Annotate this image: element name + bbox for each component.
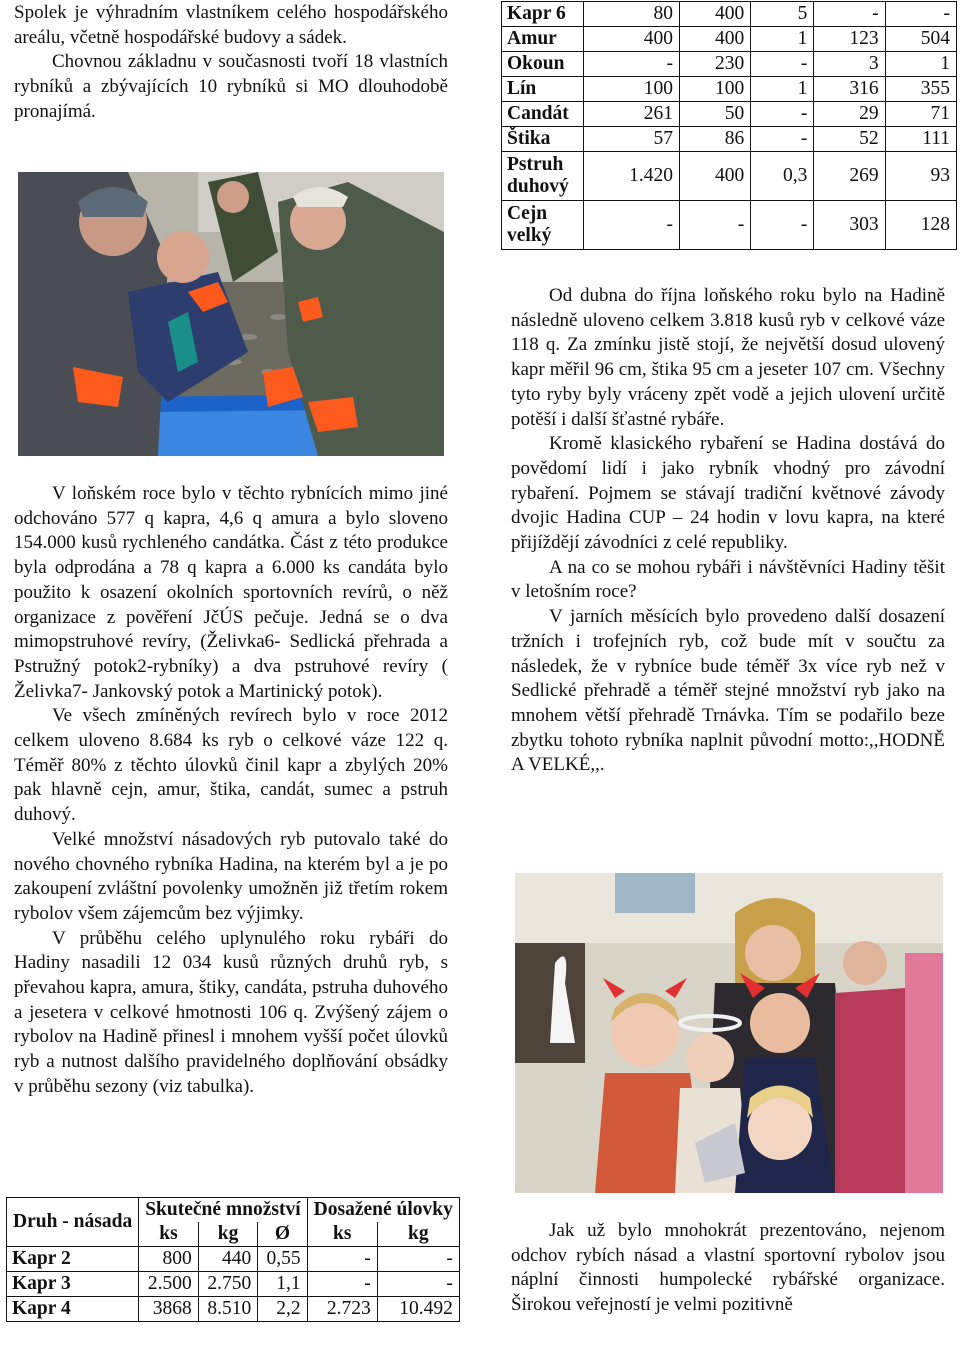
table-cell: 230 [679,52,750,77]
table-cell: 261 [584,102,680,127]
table-cell: 0,3 [751,152,814,201]
table-cell: 80 [584,2,680,27]
paragraph: Jak už bylo mnohokrát prezentováno, nejenom odchov rybích násad a vlastní sportovní rybolov jsou náplní činnosti humpolecké rybářské organizace. Širokou veřejností je velmi pozitivně [511,1220,945,1316]
table-cell: 1 [885,52,956,77]
table-cell: - [307,1247,377,1272]
table-cell: Amur [502,27,584,52]
table-cell: 400 [679,152,750,201]
table-row [7,1247,460,1272]
table-cell: 86 [679,127,750,152]
table-cell: 400 [584,27,680,52]
table-cell: 800 [139,1247,199,1272]
table-header-kg: kg [198,1222,258,1247]
table-cell: Kapr 6 [502,2,584,27]
table-cell: - [307,1272,377,1297]
table-cell: - [751,201,814,250]
table-cell: - [814,2,885,27]
intro-text [14,1,448,125]
table-cell: - [584,52,680,77]
table-cell: 5 [751,2,814,27]
left-main-text [14,482,448,1100]
fishermen-illustration [18,172,444,456]
table-row [502,27,957,52]
table-cell: - [885,2,956,27]
table-cell: Štika [502,127,584,152]
paragraph: Chovnou základnu v současnosti tvoří 18 vlastních rybníků a zbývajících 10 rybníků si MO dlouhodobě pronajímá. [14,51,448,122]
table-cell: 303 [814,201,885,250]
table-cell: 2.723 [307,1297,377,1322]
table-cell: - [751,102,814,127]
fish-stock-table-part2 [501,1,957,250]
table-cell: 400 [679,27,750,52]
table-cell: 440 [198,1247,258,1272]
table-header-species: Druh - násada [7,1198,139,1247]
table-cell: 10.492 [377,1297,459,1322]
table-header-catches: Dosažené úlovky [307,1198,459,1223]
table-cell: 93 [885,152,956,201]
table-cell: 1.420 [584,152,680,201]
paragraph: Ve všech zmíněných revírech bylo v roce 2012 celkem uloveno 8.684 ks ryb o celkové váze 122 q. Téměř 80% z těchto úlovků činil kapr a zbylých 20% pak hlavně cejn, amur, štika, candát, sumec a pstruh duhový. [14,705,448,826]
table-cell: 355 [885,77,956,102]
table-cell: 71 [885,102,956,127]
table-cell: 1 [751,27,814,52]
paragraph: V jarních měsících bylo provedeno další dosazení tržních i trofejních ryb, což bude mít v součtu za následek, že v rybníce bude téměř 3x více ryb než v Sedlické přehradě a téměř stejné množství ryb jako na mnohem větší přehradě Trnávka. Tím se podařilo beze zbytku tohoto rybníka naplnit původní motto:,,HODNĚ A VELKÉ,,. [511,606,945,776]
table-cell: Kapr 4 [7,1297,139,1322]
table-cell: 316 [814,77,885,102]
table-header-kg: kg [377,1222,459,1247]
table-cell: 3868 [139,1297,199,1322]
table-cell: 269 [814,152,885,201]
right-main-text [511,284,945,778]
table-cell: Kapr 3 [7,1272,139,1297]
table-cell: Lín [502,77,584,102]
children-party-photo [515,873,943,1193]
paragraph: V loňském roce bylo v těchto rybnících mimo jiné odchováno 577 q kapra, 4,6 q amura a bylo sloveno 154.000 kusů rychleného candátka. Část z této produkce byla odprodána a 78 q kapra a 6.000 ks candáta bylo použito k osazení okolních sportovních revírů, o něž organizace z pověření JčÚS pečuje. Jedná se o dva mimopstruhové revíry, (Želivka6- Sedlická přehrada a Pstružný potok2-rybníky) a dva pstruhové revíry ( Želivka7- Jankovský potok a Martinický potok). [14,483,448,702]
table-cell: 400 [679,2,750,27]
table-cell: 57 [584,127,680,152]
table-row [502,127,957,152]
table-cell: 0,55 [258,1247,307,1272]
table-cell: - [584,201,680,250]
table-cell: 111 [885,127,956,152]
paragraph: Spolek je výhradním vlastníkem celého hospodářského areálu, včetně hospodářské budovy a sádek. [14,2,448,48]
table-row [502,102,957,127]
table-row [502,152,957,201]
table-cell: 2,2 [258,1297,307,1322]
table-cell: 1,1 [258,1272,307,1297]
table-cell: Candát [502,102,584,127]
table-cell: Kapr 2 [7,1247,139,1272]
table-cell: 50 [679,102,750,127]
table-row [7,1297,460,1322]
table-cell: - [751,52,814,77]
paragraph: Velké množství násadových ryb putovalo také do nového chovného rybníka Hadina, na kterém byl a je po zakoupení zvláštní povolenky umožněn již třetím rokem rybolov všem zájemcům bez výjimky. [14,828,448,924]
fish-stock-table-part1 [6,1197,460,1322]
table-row [502,77,957,102]
table-cell: 8.510 [198,1297,258,1322]
table-header-ks: ks [139,1222,199,1247]
fishermen-photo [18,172,444,456]
paragraph: V průběhu celého uplynulého roku rybáři do Hadiny nasadili 12 034 kusů různých druhů ryb, s převahou kapra, amura, štiky, candáta, pstruha duhového a jesetera v celkové hmotnosti 106 q. Zvýšený zájem o rybolov na Hadině přinesl i mnohem vyšší počet úlovků ryb a nutnost dalšího pravidelného doplňování obsádky v průběhu sezony (viz tabulka). [14,927,448,1097]
table-cell: 3 [814,52,885,77]
paragraph: Od dubna do října loňského roku bylo na Hadině následně uloveno celkem 3.818 kusů ryb v celkové váze 118 q. Za zmínku jistě stojí, že největší dosud ulovený kapr měřil 96 cm, štika 95 cm a jeseter 107 cm. Všechny tyto ryby byly vráceny zpět vodě a jejich ulovení určitě potěší i další šťastné rybáře. [511,285,945,430]
table-header-stocked: Skutečné množství [139,1198,307,1223]
table-row [502,2,957,27]
table-row [502,201,957,250]
table-row [502,52,957,77]
table-cell: 1 [751,77,814,102]
table-cell: Cejn velký [502,201,584,250]
table-cell: 100 [679,77,750,102]
table-cell: 2.500 [139,1272,199,1297]
table-cell: - [751,127,814,152]
children-illustration [515,873,943,1193]
table-cell: 128 [885,201,956,250]
table-cell: 52 [814,127,885,152]
table-cell: - [377,1272,459,1297]
paragraph: Kromě klasického rybaření se Hadina dostává do povědomí lidí i jako rybník vhodný pro závodní rybaření. Pojmem se stávají tradiční květnové závody dvojic Hadina CUP – 24 hodin v lovu kapra, na které přijíždějí závodníci z celé republiky. [511,433,945,554]
table-cell: Pstruh duhový [502,152,584,201]
table-cell: 100 [584,77,680,102]
table-cell: 123 [814,27,885,52]
table-row [7,1272,460,1297]
table-cell: 2.750 [198,1272,258,1297]
table-cell: - [377,1247,459,1272]
table-cell: Okoun [502,52,584,77]
table-header-avg: Ø [258,1222,307,1247]
table-cell: 504 [885,27,956,52]
table-cell: 29 [814,102,885,127]
table-cell: - [679,201,750,250]
paragraph: A na co se mohou rybáři i návštěvníci Hadiny těšit v letošním roce? [511,556,945,603]
right-bottom-text [511,1219,945,1318]
table-header-ks: ks [307,1222,377,1247]
